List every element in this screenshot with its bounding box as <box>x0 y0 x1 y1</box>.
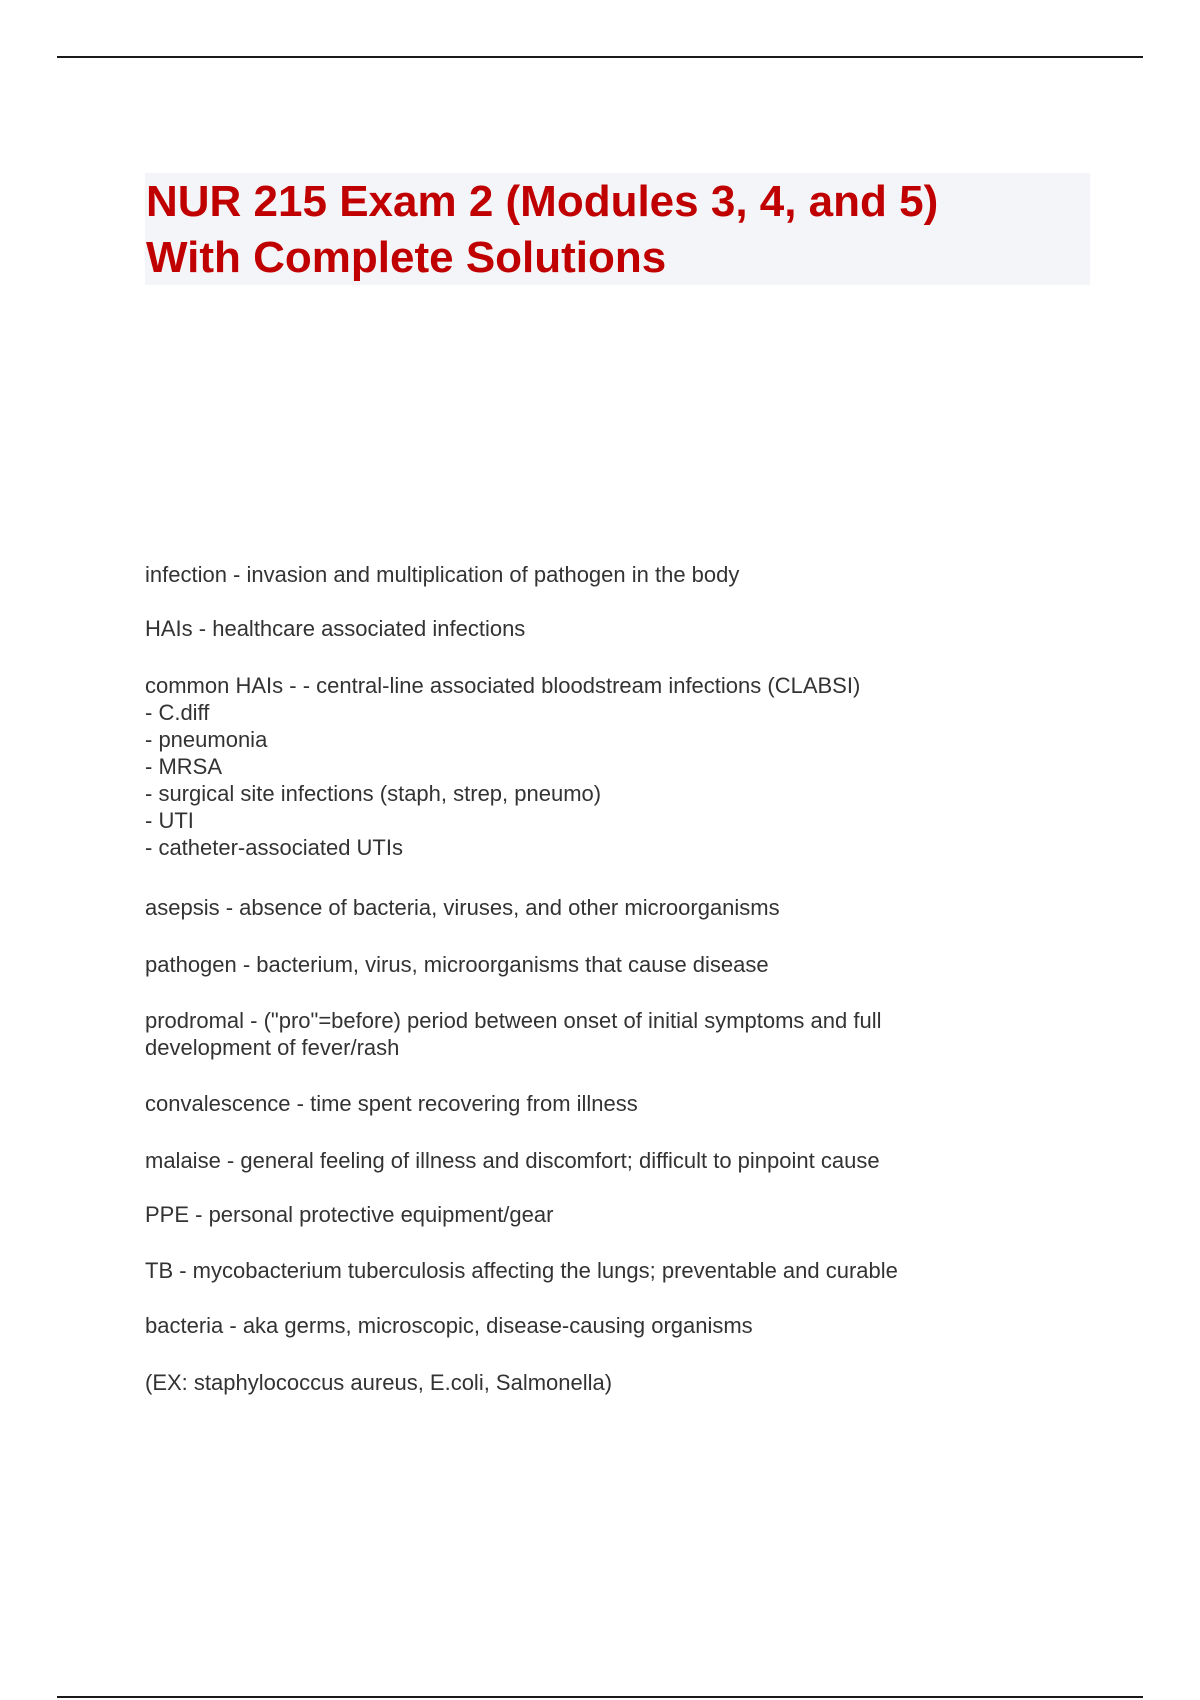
entry-bacteria-examples <box>145 1369 1005 1396</box>
title-line-2: With Complete Solutions <box>146 233 667 282</box>
entry-line: prodromal - ("pro"=before) period between onset of initial symptoms and full <box>145 1008 882 1033</box>
entry-line: - surgical site infections (staph, strep, pneumo) <box>145 781 602 806</box>
entry-common-hais <box>145 672 1005 861</box>
entry-ppe <box>145 1201 1005 1228</box>
entry-infection <box>145 561 1005 588</box>
bottom-divider <box>57 1696 1143 1698</box>
entry-line: PPE - personal protective equipment/gear <box>145 1202 554 1227</box>
entry-line: - MRSA <box>145 754 222 779</box>
entry-line: - UTI <box>145 808 194 833</box>
entry-line: pathogen - bacterium, virus, microorganisms that cause disease <box>145 952 769 977</box>
entry-hais <box>145 615 1005 642</box>
entry-line: - catheter-associated UTIs <box>145 835 403 860</box>
entry-line: malaise - general feeling of illness and discomfort; difficult to pinpoint cause <box>145 1148 880 1173</box>
entry-convalescence <box>145 1090 1005 1117</box>
title-line-1: NUR 215 Exam 2 (Modules 3, 4, and 5) <box>146 177 939 226</box>
entry-line: (EX: staphylococcus aureus, E.coli, Salmonella) <box>145 1370 613 1395</box>
entry-line: common HAIs - - central-line associated bloodstream infections (CLABSI) <box>145 673 861 698</box>
entry-line: HAIs - healthcare associated infections <box>145 616 526 641</box>
entry-prodromal <box>145 1007 1005 1061</box>
entry-bacteria <box>145 1312 1005 1339</box>
entry-line: development of fever/rash <box>145 1035 400 1060</box>
entry-asepsis <box>145 894 1005 921</box>
entry-line: convalescence - time spent recovering from illness <box>145 1091 638 1116</box>
top-divider <box>57 56 1143 58</box>
document-title <box>146 174 1086 286</box>
entry-line: TB - mycobacterium tuberculosis affecting the lungs; preventable and curable <box>145 1258 898 1283</box>
entry-line: infection - invasion and multiplication of pathogen in the body <box>145 562 740 587</box>
entry-line: asepsis - absence of bacteria, viruses, and other microorganisms <box>145 895 780 920</box>
entry-tb <box>145 1257 1005 1284</box>
entry-line: - C.diff <box>145 700 210 725</box>
entry-line: bacteria - aka germs, microscopic, disease-causing organisms <box>145 1313 753 1338</box>
entry-line: - pneumonia <box>145 727 268 752</box>
entry-pathogen <box>145 951 1005 978</box>
entry-malaise <box>145 1147 1005 1174</box>
